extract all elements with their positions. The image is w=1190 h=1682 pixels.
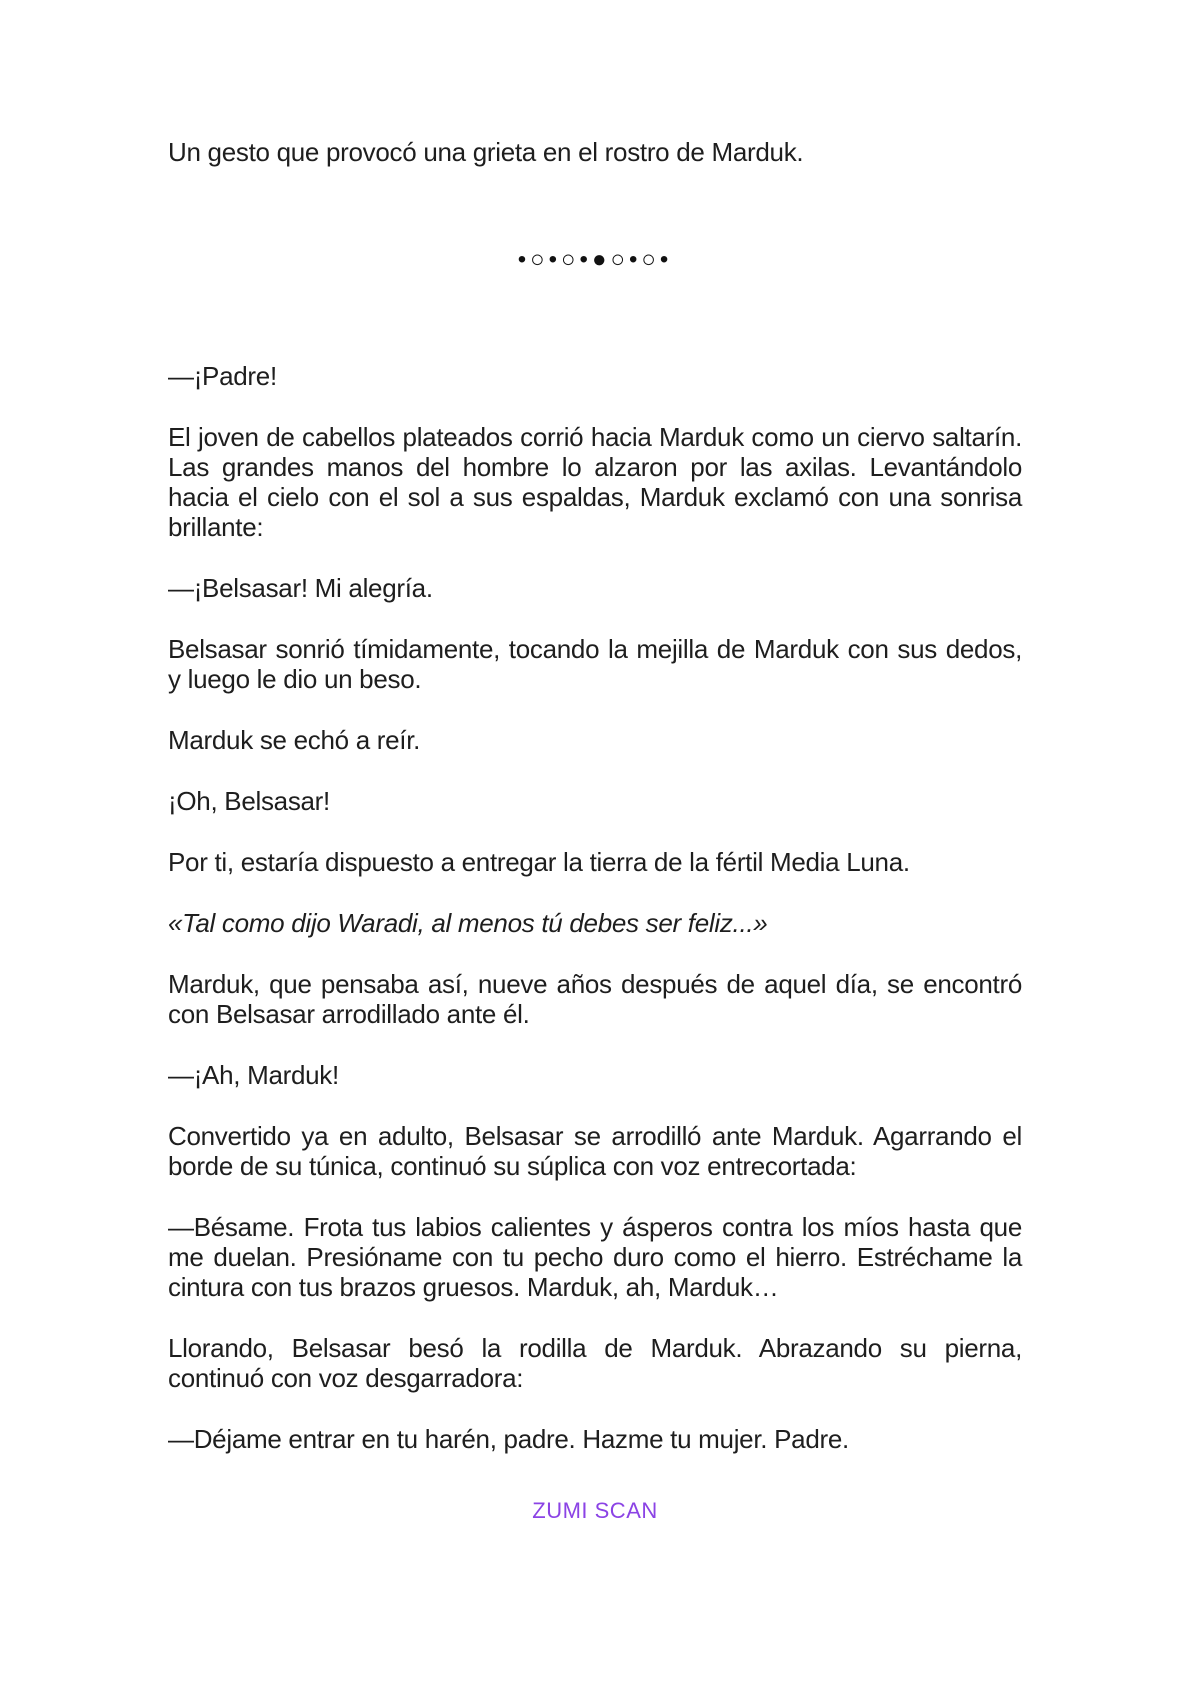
dialogue-oh-belsasar: ¡Oh, Belsasar! <box>168 786 330 816</box>
dialogue-dejame-entrar: —Déjame entrar en tu harén, padre. Hazme tu mujer. Padre. <box>168 1424 849 1454</box>
dialogue-ah-marduk: —¡Ah, Marduk! <box>168 1060 339 1090</box>
inner-thought-waradi: «Tal como dijo Waradi, al menos tú debes ser feliz...» <box>168 908 768 938</box>
intro-line: Un gesto que provocó una grieta en el rostro de Marduk. <box>168 137 804 167</box>
dialogue-padre: —¡Padre! <box>168 361 277 391</box>
narration-marduk-rio: Marduk se echó a reír. <box>168 725 421 755</box>
dialogue-belsasar-alegria: —¡Belsasar! Mi alegría. <box>168 573 433 603</box>
scene-break-divider: •○•○•●○•○• <box>517 246 673 273</box>
narration-por-ti: Por ti, estaría dispuesto a entregar la tierra de la fértil Media Luna. <box>168 847 910 877</box>
dialogue-besame: —Bésame. Frota tus labios calientes y ásperos contra los míos hasta que me duelan. Presióname con tu pecho duro como el hierro. Estréchame la cintura con tus brazos gruesos. Marduk, ah, Marduk… <box>168 1212 1022 1302</box>
narration-el-joven: El joven de cabellos plateados corrió hacia Marduk como un ciervo saltarín. Las grandes manos del hombre lo alzaron por las axilas. Levantándolo hacia el cielo con el sol a sus espaldas, Marduk exclamó con una sonrisa brillante: <box>168 422 1022 542</box>
narration-nueve-anos: Marduk, que pensaba así, nueve años después de aquel día, se encontró con Belsasar arrodillado ante él. <box>168 969 1022 1029</box>
narration-llorando: Llorando, Belsasar besó la rodilla de Marduk. Abrazando su pierna, continuó con voz desgarradora: <box>168 1333 1022 1393</box>
narration-convertido-adulto: Convertido ya en adulto, Belsasar se arrodilló ante Marduk. Agarrando el borde de su túnica, continuó su súplica con voz entrecortada: <box>168 1121 1022 1181</box>
scanlation-credit: ZUMI SCAN <box>532 1498 658 1523</box>
narration-belsasar-sonrio: Belsasar sonrió tímidamente, tocando la mejilla de Marduk con sus dedos, y luego le dio un beso. <box>168 634 1022 694</box>
